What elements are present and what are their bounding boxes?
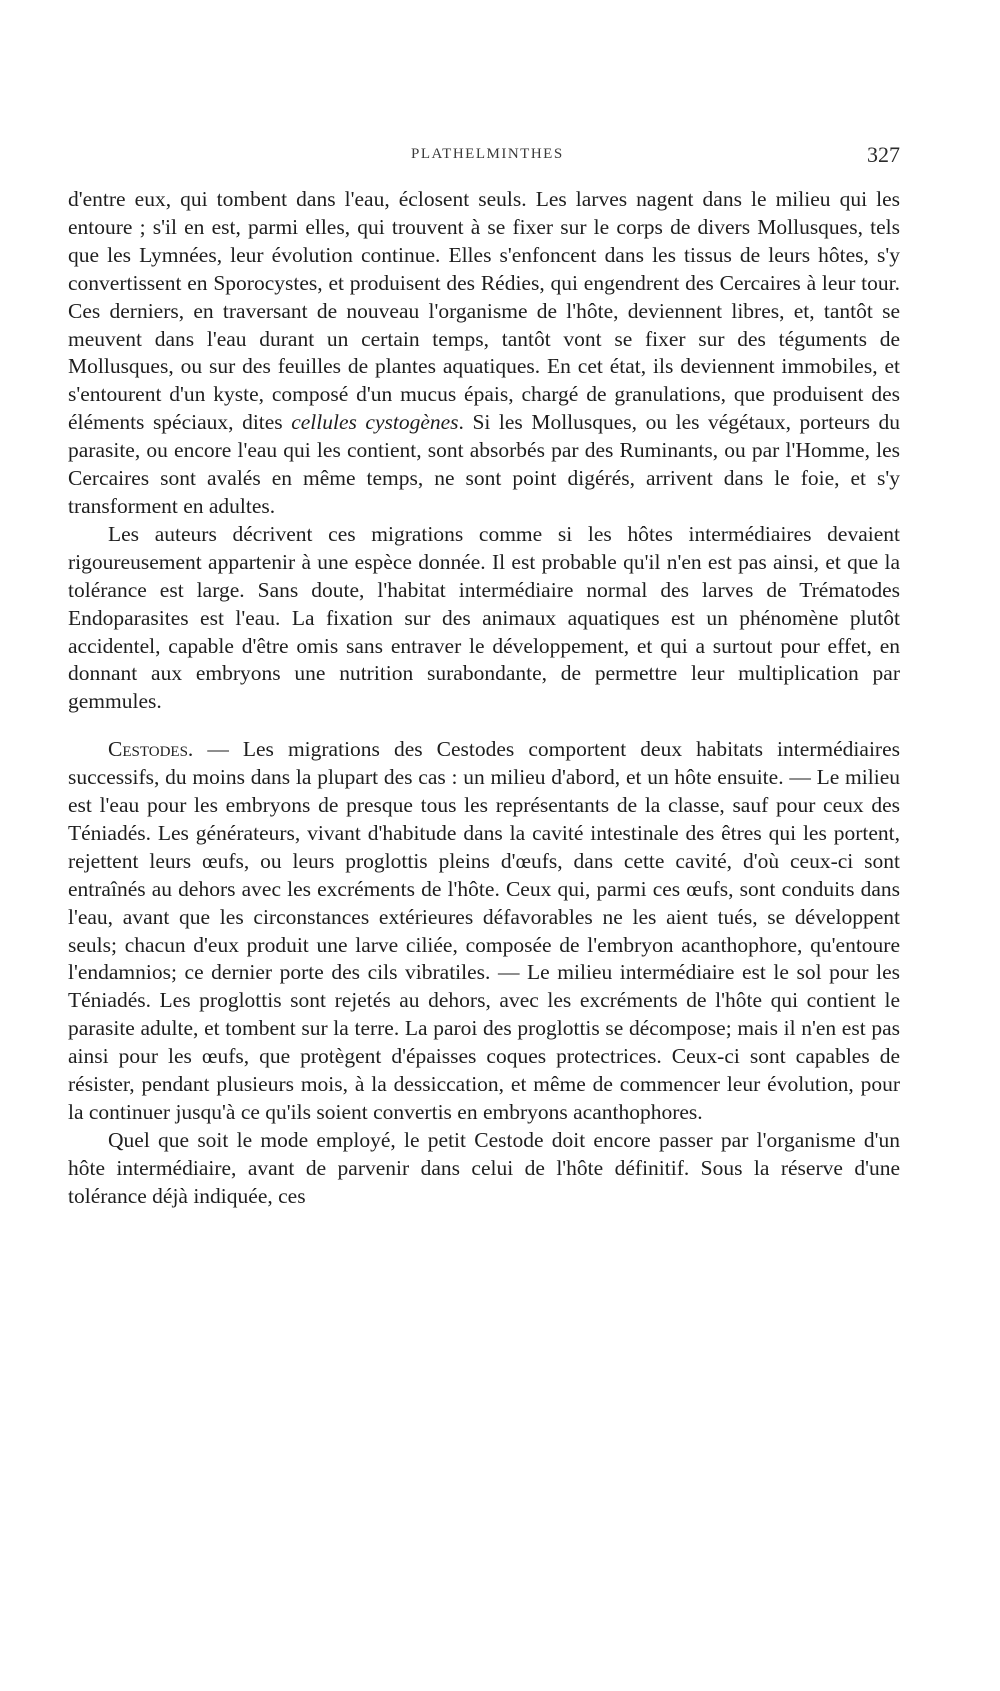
running-head — [68, 142, 900, 172]
paragraph-text: Les auteurs décrivent ces migrations comme si les hôtes intermédiaires devaient rigoureusement appartenir à une espèce donnée. Il est probable qu'il n'en est pas ainsi, et que la tolérance est large. Sans doute, l'habitat intermédiaire normal des larves de Trématodes Endoparasites est l'eau. La fixation sur des animaux aquatiques est un phénomène plutôt accidentel, capable d'être omis sans entraver le développement, et qui a surtout pour effet, en donnant aux embryons une nutrition surabondante, de permettre leur multiplication par gemmules. — [68, 521, 900, 714]
section-heading: Cestodes. — [108, 737, 194, 762]
italic-term: cellules cystogènes — [291, 410, 459, 435]
paragraph-text-continued: . Si les Mollusques, ou les végétaux, porteurs du parasite, ou encore l'eau qui les contient, sont absorbés par des Ruminants, ou par l'Homme, les Cercaires sont avalés en même temps, ne sont point digérés, arrivent dans le foie, et s'y transforment en adultes. — [68, 410, 901, 518]
paragraph-intermediate-host — [68, 1127, 900, 1211]
page-number: 327 — [867, 142, 900, 167]
paragraph-cestodes — [68, 736, 900, 1127]
paragraph-text: Quel que soit le mode employé, le petit Cestode doit encore passer par l'organisme d'un hôte intermédiaire, avant de parvenir dans celui de l'hôte définitif. Sous la réserve d'une tolérance déjà indiquée, ces — [68, 1127, 900, 1208]
paragraph-trematode-cycle — [68, 186, 900, 521]
running-title: PLATHELMINTHES — [411, 146, 564, 162]
paragraph-migrations — [68, 521, 900, 716]
body-text — [68, 186, 900, 1211]
paragraph-text: — Les migrations des Cestodes comportent deux habitats intermédiaires successifs, du moins dans la plupart des cas : un milieu d'abord, et un hôte ensuite. — Le milieu est l'eau pour les embryons de presque tous les représentants de la classe, sauf pour ceux des Téniadés. Les générateurs, vivant d'habitude dans la cavité intestinale des êtres qui les portent, rejettent leurs œufs, ou leurs proglottis pleins d'œufs, dans cette cavité, d'où ceux-ci sont entraînés au dehors avec les excréments de l'hôte. Ceux qui, parmi ces œufs, sont conduits dans l'eau, avant que les circonstances extérieures défavorables ne les aient tués, se développent seuls; chacun d'eux produit une larve ciliée, composée de l'embryon acanthophore, qu'entoure l'endamnios; ce dernier porte des cils vibratiles. — Le milieu intermédiaire est le sol pour les Téniadés. Les proglottis sont rejetés au dehors, avec les excréments de l'hôte qui contient le parasite adulte, et tombent sur la terre. La paroi des proglottis se décompose; mais il n'en est pas ainsi pour les œufs, que protègent d'épaisses coques protectrices. Ceux-ci sont capables de résister, pendant plusieurs mois, à la dessiccation, et même de commencer leur évolution, pour la continuer jusqu'à ce qu'ils soient convertis en embryons acanthophores. — [68, 737, 900, 1124]
paragraph-text: d'entre eux, qui tombent dans l'eau, éclosent seuls. Les larves nagent dans le milieu qui les entoure ; s'il en est, parmi elles, qui trouvent à se fixer sur le corps de divers Mollusques, tels que les Lymnées, leur évolution continue. Elles s'enfoncent dans les tissus de leurs hôtes, s'y convertissent en Sporocystes, et produisent des Rédies, qui engendrent des Cercaires à leur tour. Ces derniers, en traversant de nouveau l'organisme de l'hôte, deviennent libres, et, tantôt se meuvent dans l'eau durant un certain temps, tantôt vont se fixer sur des téguments de Mollusques, ou sur des feuilles de plantes aquatiques. En cet état, ils deviennent immobiles, et s'entourent d'un kyste, composé d'un mucus épais, chargé de granulations, que produisent des éléments spéciaux, dites — [68, 187, 900, 435]
